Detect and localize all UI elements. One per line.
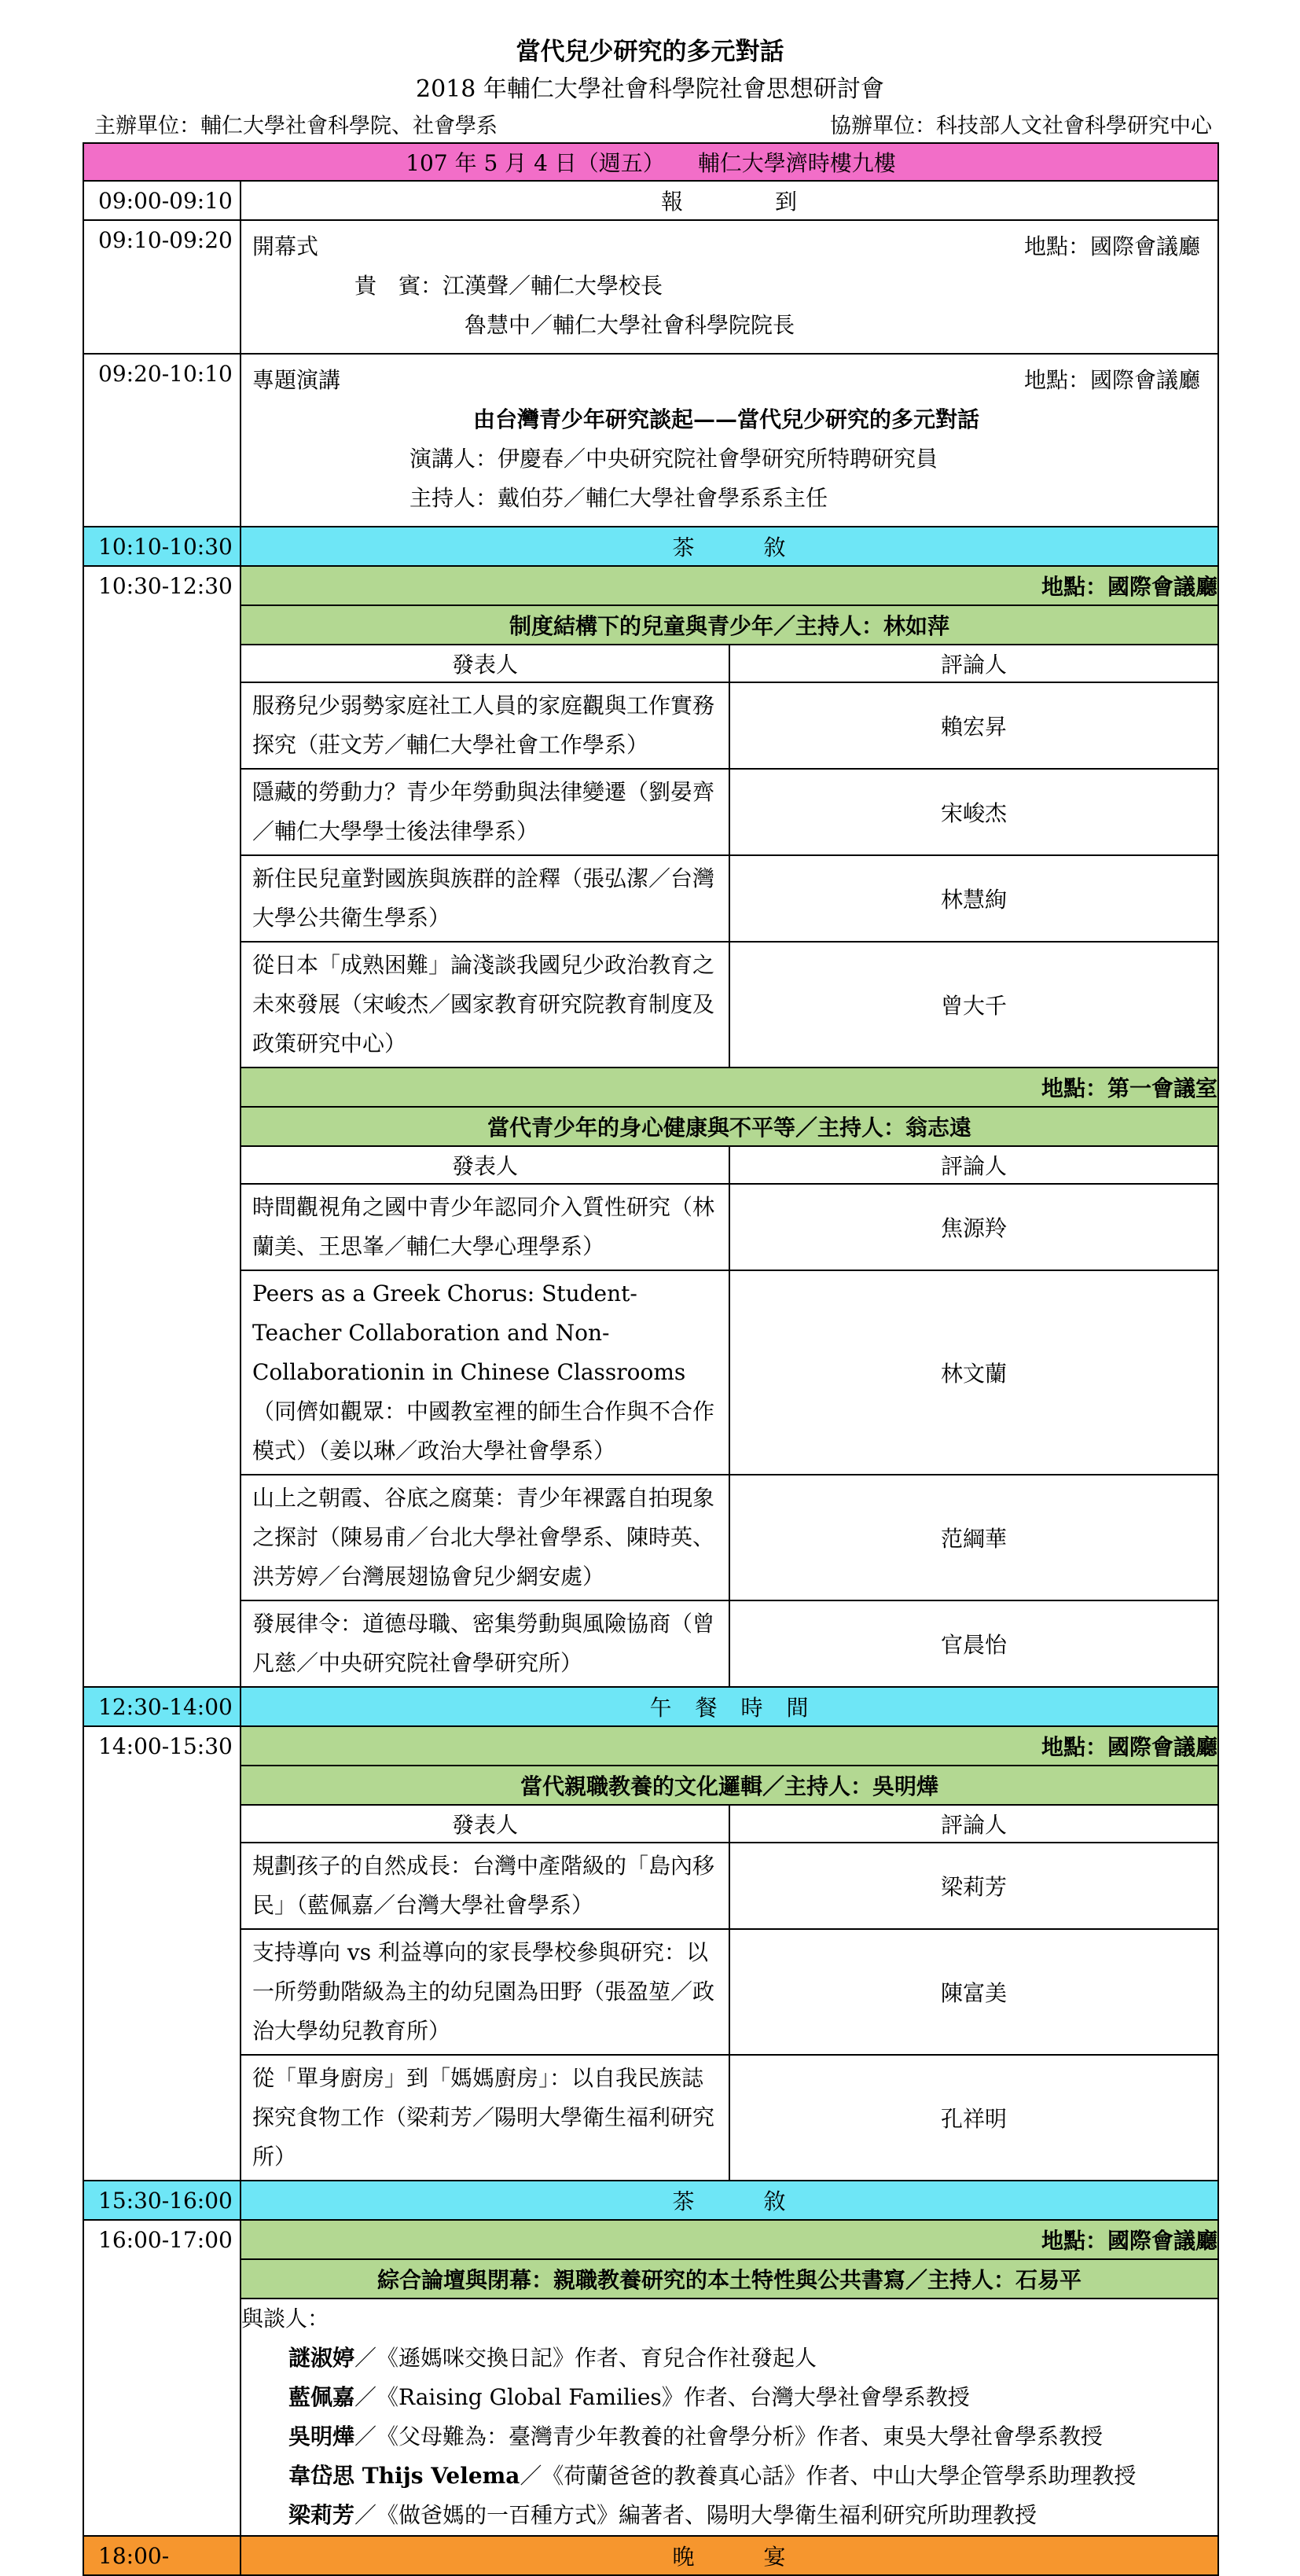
panelist-desc: ／《遜媽咪交換日記》作者、育兒合作社發起人 [354, 2345, 817, 2371]
opening-row [83, 220, 1218, 354]
morning-sessions-cell [241, 566, 1218, 1687]
panel-label: 與談人： [241, 2306, 330, 2332]
tea-break-label: 茶 敘 [241, 2181, 1218, 2220]
dinner-label: 晚 宴 [241, 2536, 1218, 2575]
registration-row [83, 181, 1218, 220]
date-banner: 107 年 5 月 4 日（週五） 輔仁大學濟時樓九樓 [83, 143, 1218, 181]
paper-row [241, 855, 1217, 942]
reviewer-header: 評論人 [729, 1146, 1217, 1184]
lunch-row [83, 1687, 1218, 1726]
time-cell: 15:30-16:00 [83, 2181, 241, 2220]
paper-text: 隱藏的勞動力？青少年勞動與法律變遷（劉晏齊／輔仁大學學士後法律學系） [241, 769, 729, 855]
panelist-name: 謎淑婷 [288, 2345, 355, 2371]
dinner-row [83, 2536, 1218, 2575]
keynote-row [83, 354, 1218, 527]
paper-reviewer: 孔祥明 [729, 2055, 1217, 2180]
presenter-header: 發表人 [241, 1805, 729, 1843]
paper-row [241, 942, 1217, 1068]
panelist-desc: ／《Raising Global Families》作者、台灣大學社會學系教授 [354, 2384, 970, 2410]
panelist-desc: ／《荷蘭爸爸的教養真心話》作者、中山大學企管學系助理教授 [520, 2463, 1137, 2489]
afternoon-session-cell [241, 1726, 1218, 2181]
time-cell: 09:00-09:10 [83, 181, 241, 220]
opening-title: 開幕式 [252, 233, 319, 259]
paper-text: 新住民兒童對國族與族群的詮釋（張弘潔／台灣大學公共衛生學系） [241, 855, 729, 942]
reviewer-header: 評論人 [729, 1805, 1217, 1843]
paper-row [241, 1270, 1217, 1475]
presenter-header: 發表人 [241, 1146, 729, 1184]
paper-reviewer: 林文蘭 [729, 1270, 1217, 1475]
panelist-name: 藍佩嘉 [288, 2384, 355, 2410]
panelist-desc: ／《做爸媽的一百種方式》編著者、陽明大學衛生福利研究所助理教授 [354, 2502, 1037, 2528]
tea-break-row [83, 2181, 1218, 2220]
panelist-desc: ／《父母難為：臺灣青少年教養的社會學分析》作者、東吳大學社會學系教授 [354, 2423, 1104, 2449]
panelist [241, 2339, 1217, 2378]
paper-row [241, 1843, 1217, 1929]
session-c-table [241, 1727, 1217, 2180]
panelist [241, 2496, 1217, 2535]
paper-reviewer: 曾大千 [729, 942, 1217, 1068]
time-cell: 14:00-15:30 [83, 1726, 241, 2181]
coorganizer-text: 協辦單位：科技部人文社會科學研究中心 [830, 114, 1212, 138]
paper-row [241, 1184, 1217, 1270]
tea-break-row [83, 527, 1218, 566]
guest-1: 江漢聲／輔仁大學校長 [443, 273, 663, 299]
session-location: 地點：第一會議室 [241, 1068, 1217, 1107]
paper-text: 規劃孩子的自然成長：台灣中產階級的「島內移民」（藍佩嘉／台灣大學社會學系） [241, 1843, 729, 1929]
paper-text: 時間觀視角之國中青少年認同介入質性研究（林蘭美、王思峯／輔仁大學心理學系） [241, 1184, 729, 1270]
paper-reviewer: 宋峻杰 [729, 769, 1217, 855]
panelist-name: 韋岱思 Thijs Velema [288, 2463, 520, 2489]
afternoon-session-row [83, 1726, 1218, 2181]
keynote-location: 地點：國際會議廳 [1024, 367, 1201, 393]
opening-cell [241, 220, 1218, 354]
time-cell: 18:00- [83, 2536, 241, 2575]
lunch-label: 午 餐 時 間 [241, 1687, 1218, 1726]
time-cell: 10:10-10:30 [83, 527, 241, 566]
time-cell: 12:30-14:00 [83, 1687, 241, 1726]
time-cell: 09:10-09:20 [83, 220, 241, 354]
paper-row [241, 1475, 1217, 1600]
reviewer-header: 評論人 [729, 645, 1217, 682]
paper-reviewer: 陳富美 [729, 1929, 1217, 2055]
panelist-name: 梁莉芳 [288, 2502, 355, 2528]
panelist-name: 吳明燁 [288, 2423, 355, 2449]
tea-break-label: 茶 敘 [241, 527, 1218, 566]
session-location: 地點：國際會議廳 [241, 2221, 1217, 2259]
guest-label: 貴 賓： [354, 273, 443, 299]
conference-subtitle: 2018 年輔仁大學社會科學院社會思想研討會 [416, 75, 884, 103]
keynote-speaker: 演講人：伊慶春／中央研究院社會學研究所特聘研究員 [409, 446, 938, 472]
paper-reviewer: 官晨怡 [729, 1600, 1217, 1686]
paper-row [241, 1600, 1217, 1686]
conference-title: 當代兒少研究的多元對話 [516, 38, 784, 66]
panelist [241, 2417, 1217, 2457]
keynote-cell [241, 354, 1218, 527]
organizer-text: 主辦單位：輔仁大學社會科學院、社會學系 [94, 114, 498, 138]
session-title: 制度結構下的兒童與青少年／主持人：林如萍 [241, 605, 1217, 645]
paper-reviewer: 梁莉芳 [729, 1843, 1217, 1929]
paper-row [241, 1929, 1217, 2055]
session-title: 當代青少年的身心健康與不平等／主持人：翁志遠 [241, 1107, 1217, 1146]
paper-text: Peers as a Greek Chorus: Student-Teacher Collaboration and Non-Collaborationin in Chinese Classrooms（同儕如觀眾：中國教室裡的師生合作與不合作模式）（姜以琳／政治大學社會學系） [241, 1270, 729, 1475]
session-title: 當代親職教養的文化邏輯／主持人：吳明燁 [241, 1766, 1217, 1805]
paper-text: 服務兒少弱勢家庭社工人員的家庭觀與工作實務探究（莊文芳／輔仁大學社會工作學系） [241, 682, 729, 769]
paper-row [241, 2055, 1217, 2180]
paper-reviewer: 林慧絢 [729, 855, 1217, 942]
registration-label: 報 到 [241, 181, 1218, 220]
time-cell: 16:00-17:00 [83, 2220, 241, 2536]
paper-text: 從日本「成熟困難」論淺談我國兒少政治教育之未來發展（宋峻杰／國家教育研究院教育制度及政策研究中心） [241, 942, 729, 1068]
presenter-header: 發表人 [241, 645, 729, 682]
keynote-title: 專題演講 [252, 367, 341, 393]
time-cell: 10:30-12:30 [83, 566, 241, 1687]
forum-cell [241, 2220, 1218, 2536]
paper-text: 支持導向 vs 利益導向的家長學校參與研究：以一所勞動階級為主的幼兒園為田野（張盈堃／政治大學幼兒教育所） [241, 1929, 729, 2055]
session-location: 地點：國際會議廳 [241, 1727, 1217, 1766]
forum-row [83, 2220, 1218, 2536]
opening-location: 地點：國際會議廳 [1024, 233, 1201, 259]
paper-reviewer: 賴宏昇 [729, 682, 1217, 769]
time-cell: 09:20-10:10 [83, 354, 241, 527]
keynote-host: 主持人：戴伯芬／輔仁大學社會學系系主任 [409, 485, 828, 511]
paper-reviewer: 焦源羚 [729, 1184, 1217, 1270]
paper-reviewer: 范綱華 [729, 1475, 1217, 1600]
paper-row [241, 769, 1217, 855]
session-location: 地點：國際會議廳 [241, 567, 1217, 605]
paper-text: 從「單身廚房」到「媽媽廚房」：以自我民族誌探究食物工作（梁莉芳／陽明大學衛生福利研究所） [252, 2065, 715, 2170]
keynote-topic: 由台灣青少年研究談起——當代兒少研究的多元對話 [473, 406, 980, 432]
panel-list [241, 2299, 1217, 2535]
panelist [241, 2378, 1217, 2417]
morning-session-row [83, 566, 1218, 1687]
paper-text: 發展律令：道德母職、密集勞動與風險協商（曾凡慈／中央研究院社會學研究所） [252, 1611, 715, 1676]
guest-2: 魯慧中／輔仁大學社會科學院院長 [465, 312, 795, 338]
session-a-table [241, 567, 1217, 1686]
paper-text: 山上之朝霞、谷底之腐葉：青少年裸露自拍現象之探討（陳易甫／台北大學社會學系、陳時英、洪芳婷／台灣展翅協會兒少網安處） [241, 1475, 729, 1600]
session-title: 綜合論壇與閉幕：親職教養研究的本土特性與公共書寫／主持人：石易平 [241, 2259, 1217, 2299]
forum-table [241, 2221, 1217, 2535]
paper-row [241, 682, 1217, 769]
schedule-table [83, 142, 1219, 2576]
panelist [241, 2457, 1217, 2496]
